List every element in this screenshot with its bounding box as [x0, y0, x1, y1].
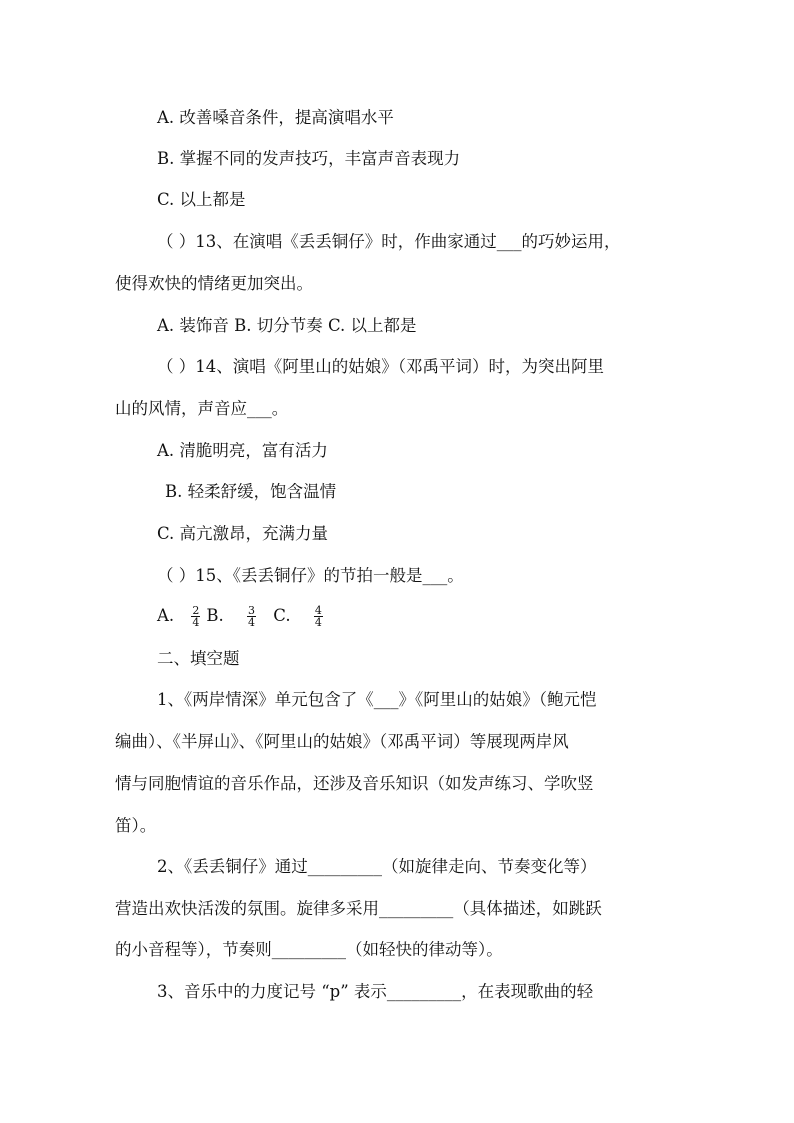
fill-2-line2: 营造出欢快活泼的氛围。旋律多采用_________（具体描述，如跳跃 [115, 899, 602, 918]
fill-1-line1: 1、《两岸情深》单元包含了《___》《阿里山的姑娘》（鲍元恺 [157, 690, 597, 709]
q14-stem-line1: （ ）14、演唱《阿里山的姑娘》（邓禹平词）时，为突出阿里 [157, 357, 604, 376]
q15-options [157, 605, 329, 628]
q12-option-a: A. 改善嗓音条件，提高演唱水平 [157, 108, 394, 127]
q13-options: A. 装饰音 B. 切分节奏 C. 以上都是 [157, 316, 417, 335]
fill-3-line1: 3、音乐中的力度记号 “p” 表示_________，在表现歌曲的轻 [157, 982, 594, 1001]
q14-option-a: A. 清脆明亮，富有活力 [157, 441, 328, 460]
q13-stem-line2: 使得欢快的情绪更加突出。 [115, 274, 313, 293]
fraction-three-four: $\frac{3}{4}$ [248, 604, 256, 629]
fill-2-line1: 2、《丢丢铜仔》通过_________（如旋律走向、节奏变化等） [157, 857, 597, 876]
fraction-four-four: $\frac{4}{4}$ [314, 604, 322, 629]
fraction-two-four: $\frac{2}{4}$ [192, 604, 200, 629]
q14-option-b: B. 轻柔舒缓，饱含温情 [165, 482, 337, 501]
fill-2-line3: 的小音程等），节奏则_________（如轻快的律动等）。 [115, 940, 503, 959]
q15-label-a: A. [157, 606, 175, 625]
section-heading: 二、填空题 [157, 649, 240, 668]
fill-1-line4: 笛）。 [115, 816, 157, 835]
fill-1-line3: 情与同胞情谊的音乐作品，还涉及音乐知识（如发声练习、学吹竖 [115, 774, 594, 793]
q15-label-c: C. [273, 606, 291, 625]
q15-label-b: B. [206, 606, 224, 625]
q12-option-b: B. 掌握不同的发声技巧，丰富声音表现力 [157, 149, 461, 168]
q14-option-c: C. 高亢激昂，充满力量 [157, 524, 329, 543]
q12-option-c: C. 以上都是 [157, 190, 246, 209]
q15-stem: （ ）15、《丢丢铜仔》的节拍一般是___。 [157, 566, 464, 585]
q14-stem-line2: 山的风情，声音应___。 [115, 399, 289, 418]
fill-1-line2: 编曲）、《半屏山》、《阿里山的姑娘》（邓禹平词）等展现两岸风 [115, 732, 569, 751]
q13-stem-line1: （ ）13、在演唱《丢丢铜仔》时，作曲家通过___的巧妙运用， [157, 232, 621, 251]
